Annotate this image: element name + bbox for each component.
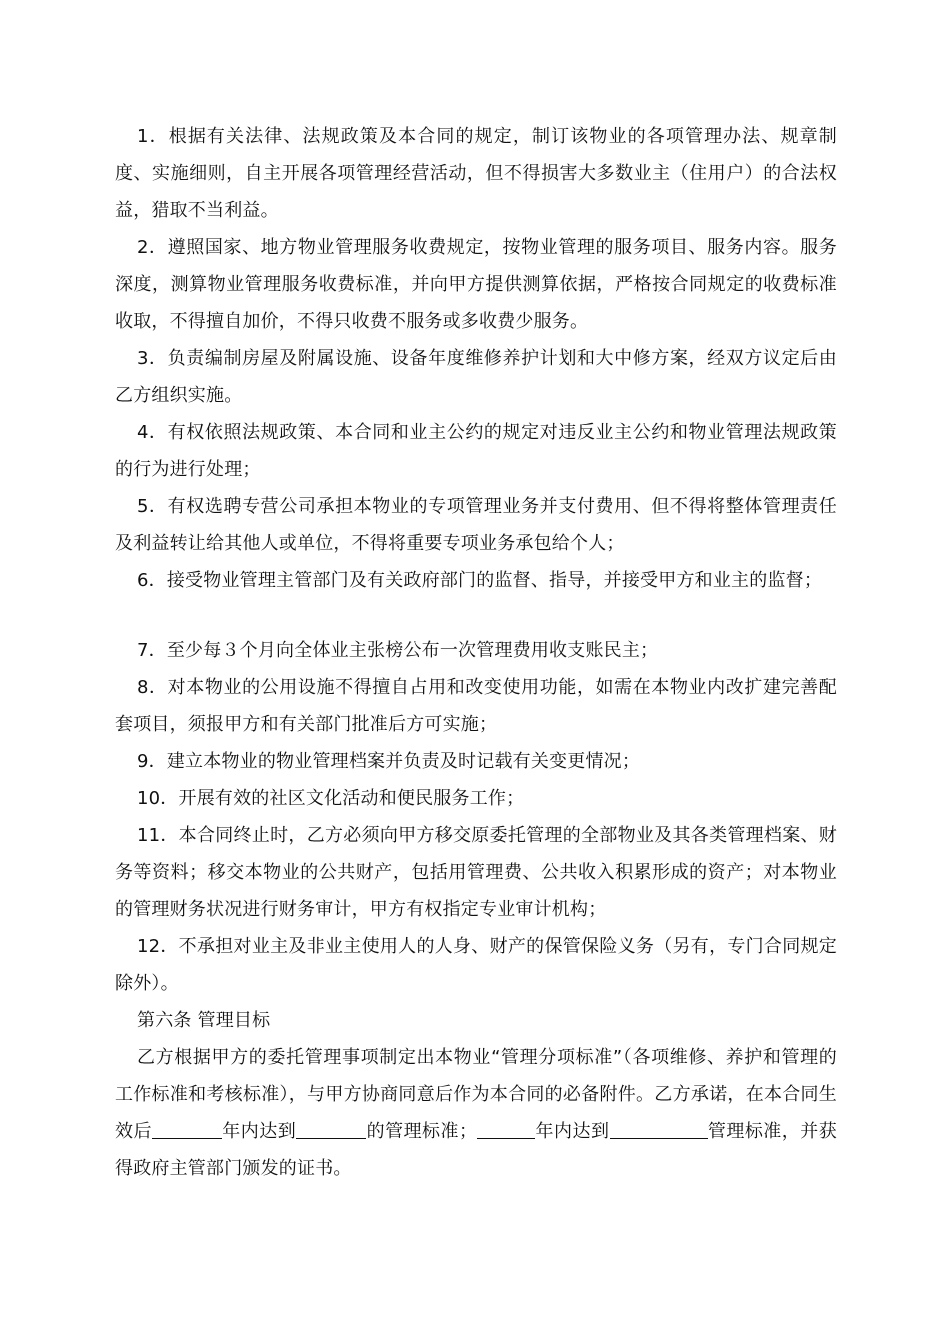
clause-11: 11．本合同终止时，乙方必须向甲方移交原委托管理的全部物业及其各类管理档案、财务等资料；移交本物业的公共财产，包括用管理费、公共收入积累形成的资产；对本物业的管理财务状况进行财务审计，甲方有权指定专业审计机构； [115, 825, 837, 920]
fill-blank-2 [296, 1120, 366, 1139]
contract-body [115, 118, 837, 1187]
blank-line [115, 599, 837, 632]
article-six-heading: 第六条 管理目标 [137, 1010, 271, 1031]
clause-5: 5．有权选聘专营公司承担本物业的专项管理业务并支付费用、但不得将整体管理责任及利益转让给其他人或单位，不得将重要专项业务承包给个人； [115, 496, 837, 554]
clause-2: 2．遵照国家、地方物业管理服务收费规定，按物业管理的服务项目、服务内容。服务深度，测算物业管理服务收费标准，并向甲方提供测算依据，严格按合同规定的收费标准收取，不得擅自加价，不得只收费不服务或多收费少服务。 [115, 237, 837, 332]
article-six-text-part-1: 乙方根据甲方的委托管理事项制定出本物业“管理分项标准”（各项维修、养护和管理的工作标准和考核标准），与甲方协商同意后作为本合同的必备附件。乙方承诺，在本合同生效后 [115, 1047, 837, 1142]
clause-9: 9．建立本物业的物业管理档案并负责及时记载有关变更情况； [137, 751, 641, 772]
article-six-text-part-2: 年内达到 [222, 1121, 297, 1142]
clause-10: 10．开展有效的社区文化活动和便民服务工作； [137, 788, 525, 809]
article-six-text-part-5: 管理标准，并获得政府主管部门颁发的证书。 [115, 1121, 837, 1179]
clause-3: 3．负责编制房屋及附属设施、设备年度维修养护计划和大中修方案，经双方议定后由乙方组织实施。 [115, 348, 837, 406]
clause-6: 6．接受物业管理主管部门及有关政府部门的监督、指导，并接受甲方和业主的监督； [137, 570, 823, 591]
fill-blank-3 [477, 1120, 535, 1139]
fill-blank-4 [610, 1120, 680, 1139]
fill-blank-4-continued [680, 1120, 708, 1139]
clause-1: 1．根据有关法律、法规政策及本合同的规定，制订该物业的各项管理办法、规章制度、实施细则，自主开展各项管理经营活动，但不得损害大多数业主（住用户）的合法权益，猎取不当利益。 [115, 126, 837, 221]
fill-blank-1 [152, 1120, 222, 1139]
clause-12: 12．不承担对业主及非业主使用人的人身、财产的保管保险义务（另有，专门合同规定除外）。 [115, 936, 837, 994]
article-six-text [115, 1039, 837, 1187]
clause-4: 4．有权依照法规政策、本合同和业主公约的规定对违反业主公约和物业管理法规政策的行为进行处理； [115, 422, 837, 480]
clause-8: 8．对本物业的公用设施不得擅自占用和改变使用功能，如需在本物业内改扩建完善配套项目，须报甲方和有关部门批准后方可实施； [115, 677, 837, 735]
clause-7: 7．至少每３个月向全体业主张榜公布一次管理费用收支账民主； [137, 640, 659, 661]
article-six-text-part-3: 的管理标准； [366, 1121, 478, 1142]
article-six-text-part-4: 年内达到 [535, 1121, 610, 1142]
